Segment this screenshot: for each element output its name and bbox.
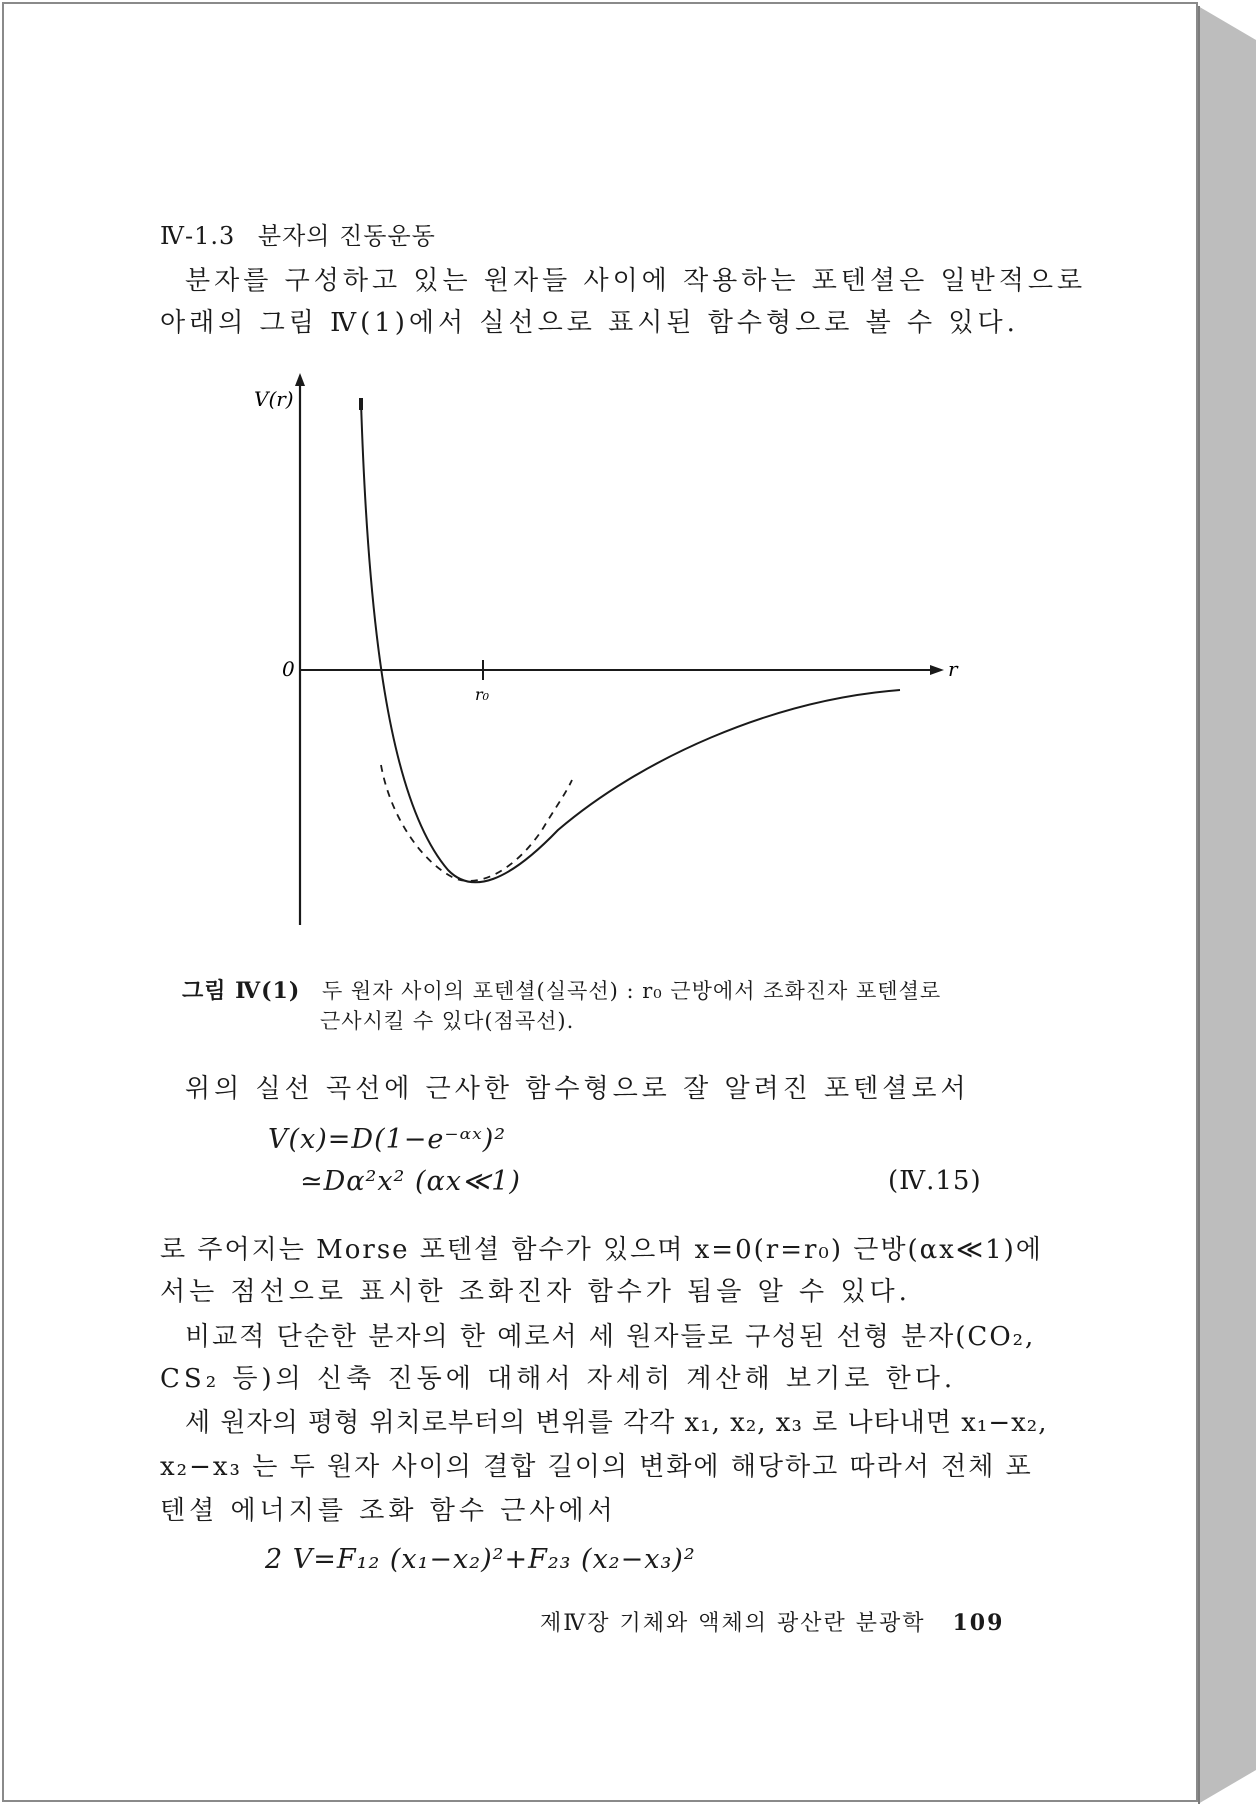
equation-morse: V(x)=D(1−e⁻ᵅˣ)²	[268, 1124, 507, 1155]
page-edge-line	[1198, 6, 1200, 1804]
section-number: Ⅳ-1.3	[160, 222, 236, 250]
caption-label: 그림 Ⅳ(1)	[182, 978, 301, 1004]
morse-curve	[361, 402, 900, 882]
section-heading	[160, 216, 436, 251]
section-title: 분자의 진동운동	[257, 222, 436, 250]
equation-number: (Ⅳ.15)	[888, 1166, 982, 1196]
chapter-title: 제Ⅳ장 기체와 액체의 광산란 분광학	[540, 1611, 926, 1636]
figure-caption	[182, 974, 941, 1005]
zero-label: 0	[282, 657, 295, 681]
displacement-line-2: x₂−x₃ 는 두 원자 사이의 결합 길이의 변화에 해당하고 따라서 전체 포	[160, 1452, 1033, 1482]
morse-line-1: 로 주어지는 Morse 포텐셜 함수가 있으며 x=0(r=r₀) 근방(αx≪1)에	[160, 1235, 1043, 1265]
potential-figure	[240, 370, 960, 940]
example-line-2: CS₂ 등)의 신축 진동에 대해서 자세히 계산해 보기로 한다.	[160, 1364, 957, 1394]
y-axis-arrow	[295, 373, 305, 386]
harmonic-curve	[381, 765, 572, 881]
example-line-1: 비교적 단순한 분자의 한 예로서 세 원자들로 구성된 선형 분자(CO₂,	[185, 1322, 1036, 1352]
morse-lead: 위의 실선 곡선에 근사한 함수형으로 잘 알려진 포텐셜로서	[185, 1074, 970, 1104]
caption-line-2: 근사시킬 수 있다(점곡선).	[320, 1009, 575, 1033]
x-axis-arrow	[930, 665, 944, 675]
y-axis-label: V(r)	[254, 387, 294, 411]
x-axis-label: r	[948, 657, 958, 681]
equation-potential: 2 V=F₁₂ (x₁−x₂)²+F₂₃ (x₂−x₃)²	[265, 1544, 696, 1575]
equation-harmonic: ≃Dα²x² (αx≪1)	[300, 1166, 521, 1197]
intro-line-1: 분자를 구성하고 있는 원자들 사이에 작용하는 포텐셜은 일반적으로	[185, 266, 1087, 296]
displacement-line-3: 텐셜 에너지를 조화 함수 근사에서	[160, 1496, 617, 1526]
morse-line-2: 서는 점선으로 표시한 조화진자 함수가 됨을 알 수 있다.	[160, 1277, 911, 1307]
r0-label: r₀	[475, 685, 490, 704]
page-footer	[540, 1606, 1004, 1637]
page-edge	[1198, 6, 1256, 1804]
intro-line-2: 아래의 그림 Ⅳ(1)에서 실선으로 표시된 함수형으로 볼 수 있다.	[160, 308, 1019, 338]
displacement-line-1: 세 원자의 평형 위치로부터의 변위를 각각 x₁, x₂, x₃ 로 나타내면 x₁−x₂,	[185, 1408, 1048, 1438]
caption-line-1: 두 원자 사이의 포텐셜(실곡선) : r₀ 근방에서 조화진자 포텐셜로	[321, 979, 942, 1003]
page-number: 109	[952, 1610, 1005, 1636]
